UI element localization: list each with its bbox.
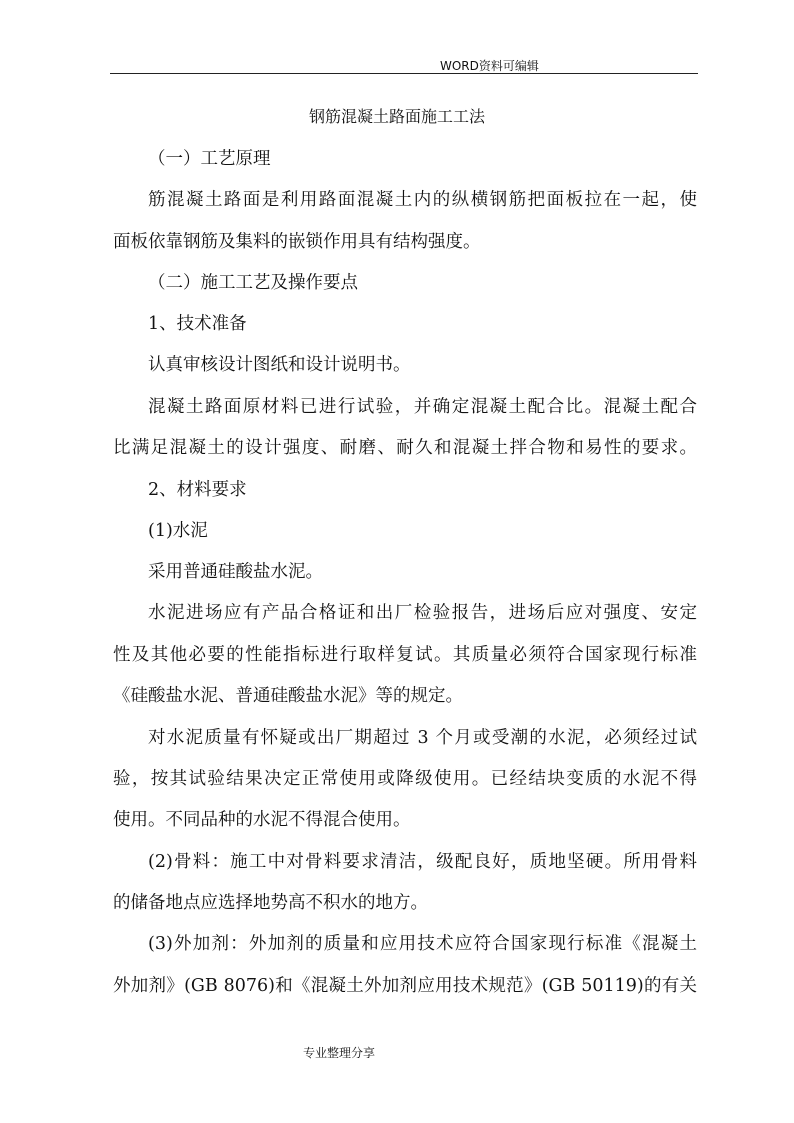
paragraph-line: 性及其他必要的性能指标进行取样复试。其质量必须符合国家现行标准 xyxy=(113,645,697,665)
paragraph-line: 水泥进场应有产品合格证和出厂检验报告，进场后应对强度、安定 xyxy=(148,603,697,623)
paragraph-line: 外加剂》(GB 8076)和《混凝土外加剂应用技术规范》(GB 50119)的有关 xyxy=(113,976,697,996)
paragraph-line: 筋混凝土路面是利用路面混凝土内的纵横钢筋把面板拉在一起，使 xyxy=(148,190,697,210)
paragraph-line: 采用普通硅酸盐水泥。 xyxy=(148,562,323,582)
paragraph-line: (3)外加剂：外加剂的质量和应用技术应符合国家现行标准《混凝土 xyxy=(148,934,697,954)
subsection-heading: 2、材料要求 xyxy=(148,480,247,500)
item-heading: (1)水泥 xyxy=(148,521,208,541)
paragraph-line: 面板依靠钢筋及集料的嵌锁作用具有结构强度。 xyxy=(113,232,481,252)
paragraph-line: 使用。不同品种的水泥不得混合使用。 xyxy=(113,810,411,830)
header-divider xyxy=(110,73,698,74)
section-heading-2: （二）施工工艺及操作要点 xyxy=(148,273,358,293)
document-title: 钢筋混凝土路面施工工法 xyxy=(308,107,485,126)
paragraph-line: (2)骨料：施工中对骨料要求清洁，级配良好，质地坚硬。所用骨料 xyxy=(148,852,697,872)
paragraph-line: 对水泥质量有怀疑或出厂期超过 3 个月或受潮的水泥，必须经过试 xyxy=(148,728,697,748)
header-label: WORD资料可编辑 xyxy=(440,59,539,73)
subsection-heading: 1、技术准备 xyxy=(148,314,247,334)
paragraph-line: 比满足混凝土的设计强度、耐磨、耐久和混凝土拌合物和易性的要求。 xyxy=(113,438,697,458)
paragraph-line: 《硅酸盐水泥、普通硅酸盐水泥》等的规定。 xyxy=(113,686,463,706)
paragraph-line: 验，按其试验结果决定正常使用或降级使用。已经结块变质的水泥不得 xyxy=(113,769,697,789)
section-heading-1: （一）工艺原理 xyxy=(148,149,271,169)
paragraph-line: 的储备地点应选择地势高不积水的地方。 xyxy=(113,893,428,913)
page-footer: 专业整理分享 xyxy=(303,1046,376,1060)
paragraph-line: 混凝土路面原材料已进行试验，并确定混凝土配合比。混凝土配合 xyxy=(148,397,697,417)
paragraph-line: 认真审核设计图纸和设计说明书。 xyxy=(148,355,411,375)
